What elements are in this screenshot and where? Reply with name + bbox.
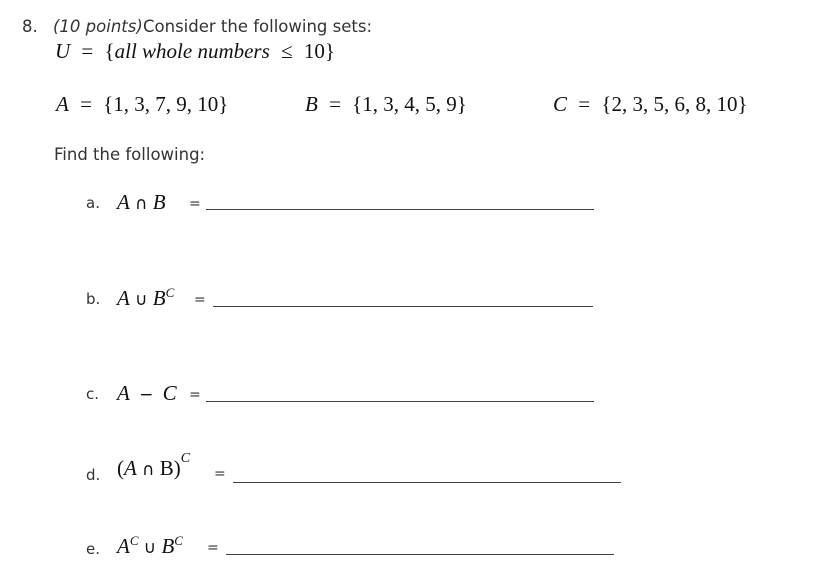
part-d-operator: ∩ <box>142 460 155 480</box>
part-e-letter: e. <box>86 540 100 558</box>
part-a-answer-line <box>206 209 594 210</box>
part-a-set-2: B <box>152 190 166 214</box>
part-d-set-2: B <box>159 456 174 480</box>
part-c-equals: = <box>189 387 201 403</box>
part-e-set-2: B <box>161 534 175 558</box>
part-b-letter: b. <box>86 290 101 308</box>
part-a-expression <box>117 190 166 215</box>
instruction-text: Find the following: <box>54 145 206 164</box>
part-b-complement: C <box>165 285 175 300</box>
part-e-operator: ∪ <box>143 538 157 558</box>
part-d-open-paren: ( <box>117 456 124 480</box>
part-b-equals: = <box>194 292 206 308</box>
set-a-name: A <box>56 92 69 116</box>
part-a-equals: = <box>189 196 201 212</box>
part-c-operator: − <box>139 385 154 405</box>
set-b-equals: = <box>329 92 341 116</box>
set-b-definition <box>305 92 467 117</box>
set-c-equals: = <box>578 92 591 116</box>
part-e-expression <box>117 534 183 559</box>
universe-equals: = <box>81 39 94 63</box>
universe-bound: 10} <box>303 39 335 63</box>
universe-description: all whole numbers <box>114 39 270 63</box>
part-d-set-1: A <box>124 456 137 480</box>
set-a-elements: {1, 3, 7, 9, 10} <box>103 92 229 116</box>
part-d-close-paren: ) <box>173 456 181 480</box>
set-c-elements: {2, 3, 5, 6, 8, 10} <box>601 92 748 116</box>
part-b-answer-line <box>213 306 593 307</box>
set-a-definition <box>56 92 228 117</box>
part-d-equals: = <box>214 466 226 482</box>
part-c-answer-line <box>206 401 594 402</box>
part-a-letter: a. <box>86 194 100 212</box>
universe-symbol: U <box>55 39 71 63</box>
part-d-answer-line <box>233 482 621 483</box>
part-b-operator: ∪ <box>135 290 148 310</box>
part-b-expression <box>117 286 174 311</box>
set-b-name: B <box>305 92 318 116</box>
part-d-complement: C <box>180 451 191 466</box>
question-number: 8. <box>22 17 38 36</box>
universe-relation: ≤ <box>281 39 293 63</box>
set-b-elements: {1, 3, 4, 5, 9} <box>352 92 467 116</box>
part-e-complement-1: C <box>129 533 139 548</box>
part-d-letter: d. <box>86 466 101 484</box>
part-b-set-1: A <box>117 286 130 310</box>
part-e-answer-line <box>226 554 614 555</box>
question-points: (10 points) <box>53 17 143 36</box>
part-c-expression <box>117 381 177 406</box>
set-c-definition <box>553 92 748 117</box>
part-c-set-1: A <box>117 381 130 405</box>
set-a-equals: = <box>80 92 92 116</box>
part-b-set-2: B <box>152 286 166 310</box>
part-d-expression <box>117 451 191 481</box>
part-c-letter: c. <box>86 385 100 403</box>
part-e-complement-2: C <box>174 533 183 548</box>
set-c-name: C <box>553 92 568 116</box>
part-a-operator: ∩ <box>135 194 148 214</box>
question-prompt: Consider the following sets: <box>143 17 373 36</box>
universe-open-brace: { <box>104 39 115 63</box>
part-c-set-2: C <box>162 381 177 405</box>
part-e-equals: = <box>207 540 219 556</box>
part-a-set-1: A <box>117 190 130 214</box>
part-e-set-1: A <box>117 534 130 558</box>
universe-definition <box>55 39 335 64</box>
